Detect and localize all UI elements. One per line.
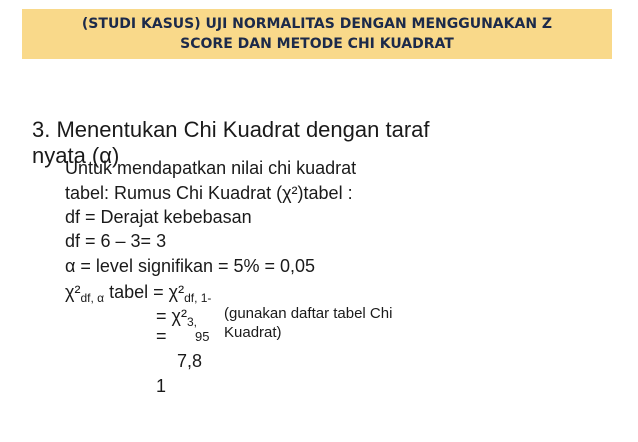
banner-line-1: (STUDI KASUS) UJI NORMALITAS DENGAN MENGGUNAKAN Z: [81, 16, 553, 32]
body-line-1: Untuk mendapatkan nilai chi kuadrat: [65, 158, 357, 178]
formula-subscript-df-1: df, 1-: [184, 291, 212, 305]
formula-line-3-equals: =: [156, 326, 167, 346]
title-banner: [22, 9, 612, 59]
section-heading-line-2: nyata (α): [32, 143, 120, 168]
formula-subscript-3: 3,: [186, 315, 197, 329]
body-line-4: df = 6 – 3= 3: [65, 231, 167, 251]
result-value-part-2: 1: [156, 376, 167, 396]
banner-line-2: SCORE DAN METODE CHI KUADRAT: [180, 36, 454, 52]
body-line-3: df = Derajat kebebasan: [65, 207, 252, 227]
formula-table-equals: tabel = χ²: [104, 282, 185, 302]
note-line-1: (gunakan daftar tabel Chi: [224, 305, 393, 322]
section-heading-line-1: 3. Menentukan Chi Kuadrat dengan taraf: [32, 117, 430, 142]
formula-line-1: [65, 281, 211, 305]
formula-equals-chi: = χ²: [156, 306, 187, 326]
body-line-5: α = level signifikan = 5% = 0,05: [65, 256, 316, 276]
chi-squared-symbol: χ²: [65, 282, 81, 302]
body-line-2: tabel: Rumus Chi Kuadrat (χ²)tabel :: [65, 183, 353, 203]
result-value-part-1: 7,8: [177, 351, 203, 371]
note-line-2: Kuadrat): [224, 324, 282, 341]
formula-subscript-95: 95: [195, 329, 210, 344]
formula-subscript-df-alpha: df, α: [80, 291, 105, 305]
